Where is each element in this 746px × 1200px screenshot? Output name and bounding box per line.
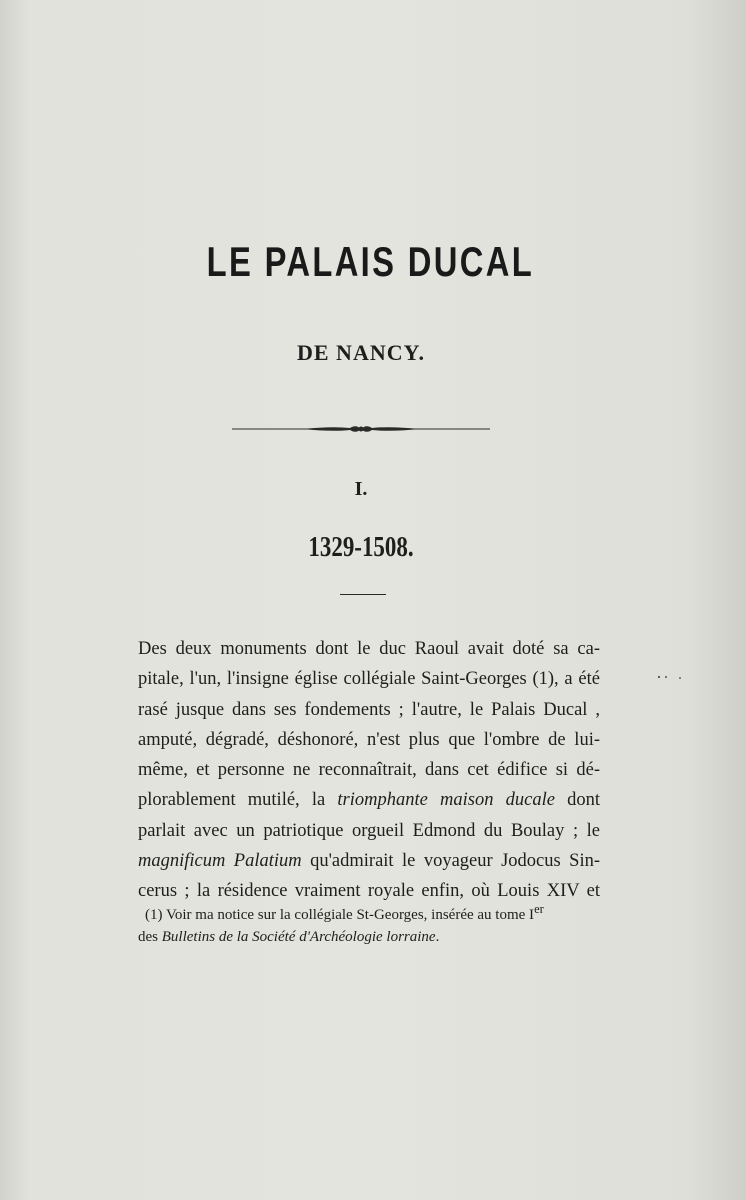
body-line: rasé jusque dans ses fondements ; l'autre, le Palais Ducal , [138, 699, 600, 720]
footnote-italic: Bulletins de la Société d'Archéologie lorraine [161, 929, 436, 945]
italic-phrase: triomphante maison ducale [337, 790, 555, 811]
footnote-text: des [138, 929, 162, 945]
body-text-span: plorablement mutilé, la [138, 790, 338, 811]
body-line: parlait avec un patriotique orgueil Edmond du Boulay ; le [138, 820, 600, 841]
ornament-divider [232, 420, 490, 438]
body-line: amputé, dégradé, déshonoré, n'est plus que l'ombre de lui- [138, 729, 600, 750]
body-line [138, 785, 600, 815]
footnote-text: . [435, 929, 440, 945]
footnote-superscript: er [534, 902, 544, 916]
body-line [138, 846, 600, 876]
body-line: pitale, l'un, l'insigne église collégiale Saint-Georges (1), a été [138, 669, 600, 690]
body-text-span: qu'admirait le voyageur Jodocus Sin- [301, 851, 601, 872]
chapter-dates: 1329-1508. [308, 532, 414, 563]
body-line: Des deux monuments dont le duc Raoul avait doté sa ca- [138, 639, 600, 659]
body-line: même, et personne ne reconnaîtrait, dans cet édifice si dé- [138, 760, 600, 781]
footnote-line [138, 926, 600, 948]
footnote-text: (1) Voir ma notice sur la collégiale St-Georges, insérée au tome I [145, 907, 535, 923]
body-paragraph [138, 634, 600, 907]
body-text-span: dont [554, 790, 601, 811]
ink-specks [656, 672, 686, 682]
footnote-line [138, 898, 600, 926]
italic-phrase: magnificum Palatium [138, 851, 302, 872]
page-subtitle: DE NANCY. [297, 340, 425, 365]
footnote [138, 898, 600, 948]
short-divider [340, 594, 386, 595]
body-line: cerus ; la résidence vraiment royale enfin, où Louis XIV et [138, 881, 600, 902]
chapter-number: I. [354, 478, 368, 500]
page-title: LE PALAIS DUCAL [206, 238, 535, 285]
